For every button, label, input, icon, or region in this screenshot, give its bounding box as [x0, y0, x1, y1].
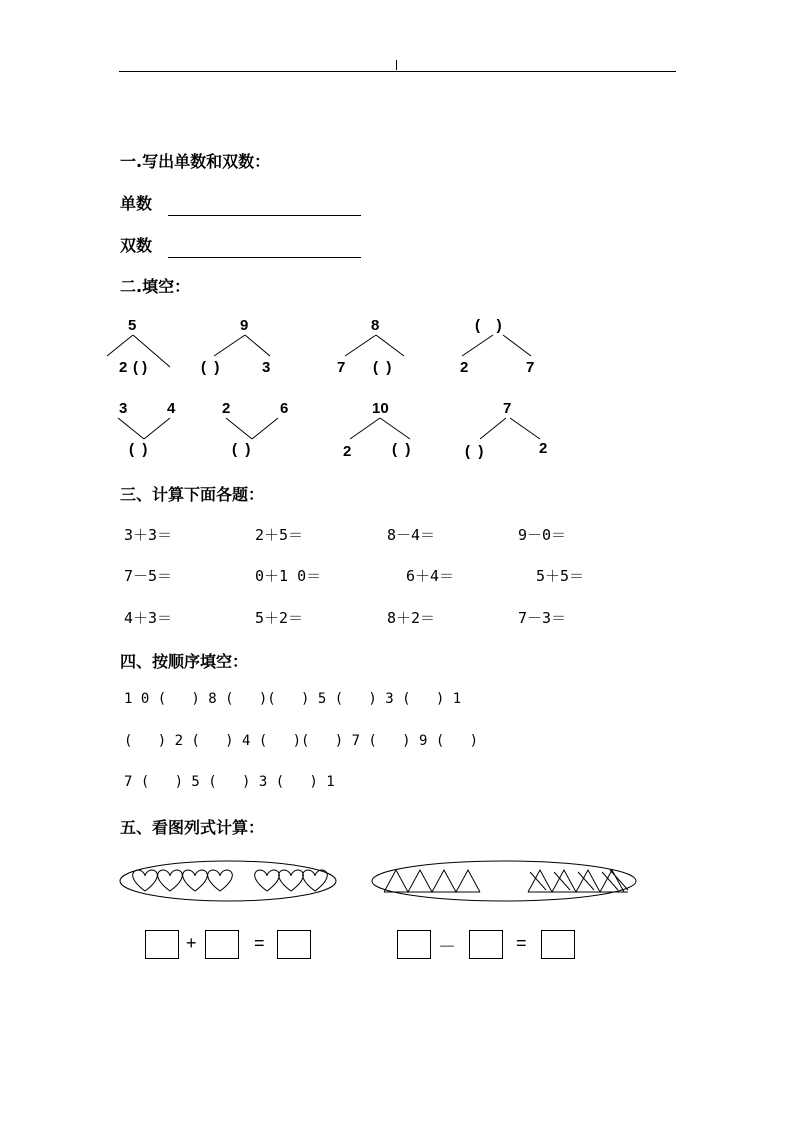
bond6-bottom-blank[interactable]: ( ): [232, 441, 251, 458]
section3-title: 三、计算下面各题：: [120, 485, 265, 504]
bond4-left: 2: [460, 359, 469, 376]
sequence-row-1[interactable]: 1 0 ( ) 8 ( )( ) 5 ( ) 3 ( ) 1: [124, 691, 462, 707]
bond4-top-blank[interactable]: ( ): [475, 317, 502, 334]
calc-2-4: 5＋5＝: [536, 567, 585, 585]
bond6-right: 6: [280, 400, 289, 417]
calc-1-4: 9－0＝: [518, 526, 567, 544]
section4-title: 四、按顺序填空：: [120, 652, 249, 671]
calc-2-1: 7－5＝: [124, 567, 173, 585]
bond1-top: 5: [128, 317, 137, 334]
section1-title: 一.写出单数和双数：: [120, 152, 271, 171]
calc-3-3: 8＋2＝: [387, 609, 436, 627]
calc-3-2: 5＋2＝: [255, 609, 304, 627]
bond7-left: 2: [343, 443, 352, 460]
bond7-top: 10: [372, 400, 389, 417]
bond5-right: 4: [167, 400, 176, 417]
calc-1-3: 8－4＝: [387, 526, 436, 544]
answer-box[interactable]: [277, 930, 311, 959]
bond1-right-blank[interactable]: ( ): [133, 359, 148, 376]
heart-icon: [255, 870, 280, 891]
minus-sign: －: [438, 937, 456, 957]
bond4-right: 7: [526, 359, 535, 376]
answer-box[interactable]: [469, 930, 503, 959]
answer-box[interactable]: [397, 930, 431, 959]
heart-icon: [183, 870, 208, 891]
triangle-icon: [384, 870, 480, 892]
section5-title: 五、看图列式计算：: [120, 818, 265, 837]
heart-group-ellipse: [120, 861, 336, 901]
bond8-right: 2: [539, 440, 548, 457]
heart-icon: [133, 870, 158, 891]
equals-sign: =: [516, 933, 527, 953]
answer-box[interactable]: [145, 930, 179, 959]
bond2-top: 9: [240, 317, 249, 334]
sequence-row-2[interactable]: ( ) 2 ( ) 4 ( )( ) 7 ( ) 9 ( ): [124, 733, 479, 749]
calc-3-4: 7－3＝: [518, 609, 567, 627]
bond8-left-blank[interactable]: ( ): [465, 443, 484, 460]
answer-box[interactable]: [541, 930, 575, 959]
heart-icon: [279, 870, 304, 891]
bond2-left-blank[interactable]: ( ): [201, 359, 220, 376]
calc-2-2: 0＋1 0＝: [255, 567, 322, 585]
heart-icon: [303, 870, 328, 891]
triangle-group-ellipse: [372, 861, 636, 901]
bond5-left: 3: [119, 400, 128, 417]
bond3-top: 8: [371, 317, 380, 334]
bond2-right: 3: [262, 359, 271, 376]
bond3-right-blank[interactable]: ( ): [373, 359, 392, 376]
plus-sign: +: [186, 933, 197, 953]
even-label: 双数: [120, 236, 153, 255]
calc-3-1: 4＋3＝: [124, 609, 173, 627]
bond8-top: 7: [503, 400, 512, 417]
equals-sign: =: [254, 933, 265, 953]
heart-icon: [208, 870, 233, 891]
bond3-left: 7: [337, 359, 346, 376]
section2-title: 二.填空：: [120, 277, 191, 296]
calc-1-2: 2＋5＝: [255, 526, 304, 544]
bond6-left: 2: [222, 400, 231, 417]
bond1-left: 2: [119, 359, 128, 376]
calc-1-1: 3＋3＝: [124, 526, 173, 544]
sequence-row-3[interactable]: 7 ( ) 5 ( ) 3 ( ) 1: [124, 774, 335, 790]
answer-box[interactable]: [205, 930, 239, 959]
bond7-right-blank[interactable]: ( ): [392, 441, 411, 458]
calc-2-3: 6＋4＝: [406, 567, 455, 585]
odd-label: 单数: [120, 194, 153, 213]
bond5-bottom-blank[interactable]: ( ): [129, 441, 148, 458]
heart-icon: [158, 870, 183, 891]
